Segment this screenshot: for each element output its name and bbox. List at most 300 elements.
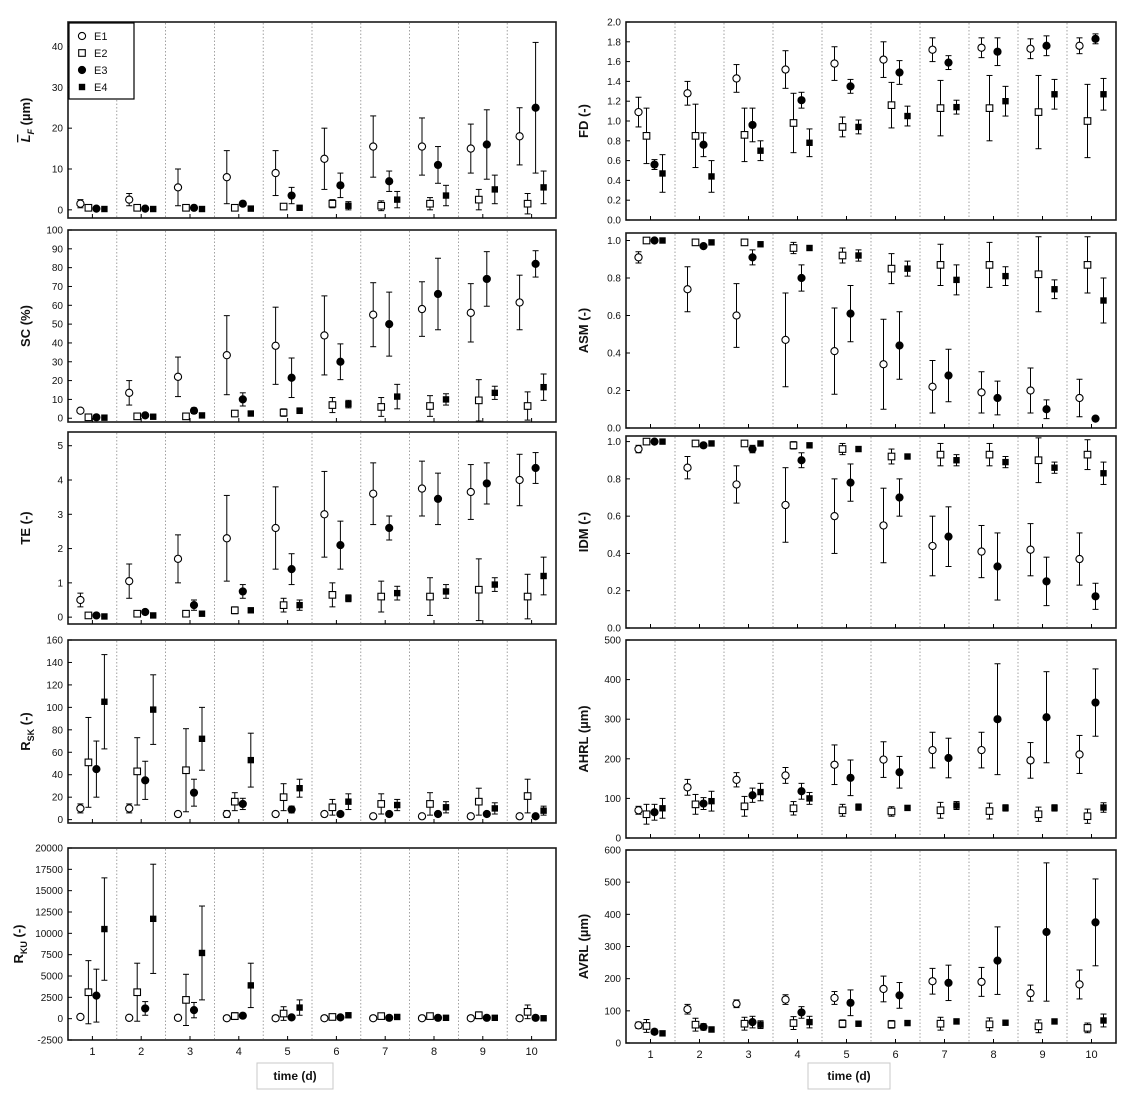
y-tick-label: 15000 xyxy=(35,886,63,898)
y-tick-label: 30 xyxy=(51,82,63,94)
marker-e3-7 xyxy=(386,524,393,531)
marker-e2-2 xyxy=(692,1021,699,1028)
marker-e1-9 xyxy=(467,488,474,495)
marker-e3-2 xyxy=(142,777,149,784)
marker-e1-9 xyxy=(467,145,474,152)
marker-e4-9 xyxy=(492,1015,498,1021)
marker-e4-8 xyxy=(1002,459,1008,465)
marker-e1-2 xyxy=(126,805,133,812)
y-axis-label-main: AVRL (µm) xyxy=(576,913,591,980)
marker-e4-9 xyxy=(1051,91,1057,97)
marker-e2-4 xyxy=(790,120,797,127)
marker-e1-3 xyxy=(733,1000,740,1007)
marker-e1-6 xyxy=(321,810,328,817)
marker-e1-7 xyxy=(370,813,377,820)
marker-e3-1 xyxy=(651,237,658,244)
marker-e3-3 xyxy=(190,602,197,609)
y-tick-label: 1.0 xyxy=(607,236,621,247)
marker-e4-7 xyxy=(953,1018,959,1024)
marker-e1-4 xyxy=(782,336,789,343)
marker-e2-5 xyxy=(280,203,287,210)
marker-e4-3 xyxy=(199,611,205,617)
marker-e4-1 xyxy=(659,805,665,811)
marker-e1-4 xyxy=(782,501,789,508)
marker-e4-9 xyxy=(1051,464,1057,470)
y-axis-label xyxy=(18,98,36,143)
marker-e3-4 xyxy=(798,457,805,464)
marker-e3-10 xyxy=(1092,699,1099,706)
marker-e1-1 xyxy=(635,254,642,261)
marker-e2-9 xyxy=(476,1012,483,1019)
marker-e1-7 xyxy=(929,978,936,985)
marker-e2-5 xyxy=(839,807,846,814)
y-tick-label: 0 xyxy=(57,815,63,827)
x-tick-label: 9 xyxy=(479,1046,486,1058)
marker-e1-6 xyxy=(880,56,887,63)
marker-e1-4 xyxy=(223,535,230,542)
y-tick-label: -2500 xyxy=(37,1035,63,1047)
marker-e1-3 xyxy=(174,810,181,817)
y-tick-label: 2 xyxy=(57,544,63,556)
y-tick-label: 0.8 xyxy=(607,136,621,148)
y-axis-label xyxy=(576,914,591,980)
y-tick-label: 100 xyxy=(46,225,63,237)
marker-e1-10 xyxy=(516,1015,523,1022)
marker-e4-2 xyxy=(150,706,156,712)
marker-e2-10 xyxy=(524,1009,531,1016)
marker-e2-1 xyxy=(643,811,650,818)
y-tick-label: 300 xyxy=(604,714,621,726)
marker-e3-3 xyxy=(749,445,756,452)
marker-e3-7 xyxy=(386,178,393,185)
y-tick-label: 20000 xyxy=(35,843,63,855)
panel-idm xyxy=(576,436,1116,635)
marker-e2-8 xyxy=(986,808,993,815)
marker-e4-6 xyxy=(345,1012,351,1018)
y-tick-label: 12500 xyxy=(35,907,63,919)
marker-e2-5 xyxy=(280,409,287,416)
marker-e4-5 xyxy=(296,205,302,211)
marker-e3-8 xyxy=(994,394,1001,401)
x-tick-label: 9 xyxy=(1039,1049,1046,1061)
marker-e1-1 xyxy=(635,445,642,452)
marker-e4-1 xyxy=(101,414,107,420)
marker-e2-7 xyxy=(378,593,385,600)
panel-sc xyxy=(18,226,556,425)
marker-e2-1 xyxy=(85,759,92,766)
marker-e1-5 xyxy=(272,169,279,176)
marker-e4-7 xyxy=(394,590,400,596)
marker-e4-6 xyxy=(345,595,351,601)
marker-e4-7 xyxy=(394,196,400,202)
marker-e4-9 xyxy=(492,581,498,587)
marker-e1-1 xyxy=(635,1022,642,1029)
marker-e2-3 xyxy=(741,440,748,447)
marker-e3-8 xyxy=(434,290,441,297)
marker-e2-6 xyxy=(888,265,895,272)
y-axis-label-unit: (µm) xyxy=(18,97,33,129)
panel-ahrl xyxy=(576,636,1116,845)
x-tick-label: 7 xyxy=(941,1049,948,1061)
marker-e3-8 xyxy=(434,810,441,817)
marker-e3-5 xyxy=(847,774,854,781)
x-tick-label: 5 xyxy=(843,1049,850,1061)
marker-e4-3 xyxy=(199,950,205,956)
marker-e2-1 xyxy=(643,237,650,244)
marker-e1-6 xyxy=(880,361,887,368)
marker-e2-3 xyxy=(741,803,748,810)
marker-e4-1 xyxy=(659,438,665,444)
y-axis-label xyxy=(576,705,591,772)
y-tick-label: 90 xyxy=(51,244,63,256)
marker-e3-8 xyxy=(434,161,441,168)
y-tick-label: 1.4 xyxy=(607,76,621,88)
marker-e3-9 xyxy=(483,275,490,282)
marker-e4-10 xyxy=(1100,91,1106,97)
x-tick-label: 2 xyxy=(696,1049,703,1061)
marker-e2-10 xyxy=(1084,813,1091,820)
marker-e3-7 xyxy=(945,59,952,66)
y-tick-label: 0.8 xyxy=(607,273,621,285)
marker-e4-3 xyxy=(757,1021,763,1027)
marker-e2-6 xyxy=(329,592,336,599)
marker-e2-10 xyxy=(524,200,531,207)
marker-e4-5 xyxy=(855,804,861,810)
marker-e1-10 xyxy=(1076,42,1083,49)
y-axis-label-unit: (-) xyxy=(18,712,33,729)
marker-e1-3 xyxy=(733,776,740,783)
marker-e2-8 xyxy=(427,200,434,207)
marker-e4-5 xyxy=(296,408,302,414)
marker-e1-7 xyxy=(929,383,936,390)
marker-e2-6 xyxy=(888,102,895,109)
y-tick-label: 0.2 xyxy=(607,386,621,397)
marker-e3-3 xyxy=(749,792,756,799)
marker-e2-9 xyxy=(1035,811,1042,818)
marker-e1-6 xyxy=(321,332,328,339)
marker-e1-2 xyxy=(684,286,691,293)
marker-e4-9 xyxy=(1051,805,1057,811)
marker-e3-4 xyxy=(239,396,246,403)
marker-e4-4 xyxy=(806,795,812,801)
marker-e4-9 xyxy=(1051,1018,1057,1024)
marker-e2-5 xyxy=(280,1010,287,1017)
marker-e4-2 xyxy=(150,612,156,618)
marker-e3-6 xyxy=(337,810,344,817)
marker-e4-3 xyxy=(199,736,205,742)
marker-e1-9 xyxy=(467,309,474,316)
marker-e2-1 xyxy=(85,989,92,996)
marker-e2-4 xyxy=(232,410,239,417)
y-tick-label: 17500 xyxy=(35,864,63,876)
marker-e2-7 xyxy=(937,451,944,458)
marker-e4-4 xyxy=(248,410,254,416)
marker-e4-6 xyxy=(345,798,351,804)
marker-e3-4 xyxy=(798,274,805,281)
y-tick-label: 0.0 xyxy=(607,215,621,227)
marker-e1-10 xyxy=(1076,751,1083,758)
x-tick-label: 6 xyxy=(892,1049,899,1061)
marker-e3-4 xyxy=(798,97,805,104)
marker-e3-8 xyxy=(434,495,441,502)
marker-e1-9 xyxy=(467,813,474,820)
marker-e1-7 xyxy=(370,311,377,318)
y-tick-label: 200 xyxy=(604,754,621,766)
marker-e1-4 xyxy=(223,174,230,181)
marker-e3-10 xyxy=(532,1014,539,1021)
marker-e2-2 xyxy=(692,440,699,447)
marker-e3-2 xyxy=(700,1023,707,1030)
y-tick-label: 7500 xyxy=(40,950,63,962)
marker-e1-2 xyxy=(126,578,133,585)
marker-e4-10 xyxy=(1100,1017,1106,1023)
y-tick-label: 40 xyxy=(51,42,63,53)
marker-e1-9 xyxy=(1027,990,1034,997)
marker-e1-6 xyxy=(321,1015,328,1022)
marker-e2-3 xyxy=(183,413,190,420)
marker-e4-6 xyxy=(904,805,910,811)
marker-e2-2 xyxy=(134,610,141,617)
marker-e3-5 xyxy=(847,83,854,90)
marker-e2-6 xyxy=(329,200,336,207)
marker-e3-4 xyxy=(239,1012,246,1019)
marker-e3-6 xyxy=(896,494,903,501)
marker-e4-7 xyxy=(394,1014,400,1020)
marker-e1-9 xyxy=(1027,387,1034,394)
y-tick-label: 0.0 xyxy=(607,423,621,435)
y-axis-label xyxy=(18,305,33,347)
y-tick-label: 80 xyxy=(51,725,63,737)
panel-lf xyxy=(18,22,556,218)
marker-e4-3 xyxy=(757,148,763,154)
marker-e2-7 xyxy=(378,801,385,808)
marker-e1-2 xyxy=(126,389,133,396)
x-tick-label: 4 xyxy=(794,1049,801,1061)
marker-e3-5 xyxy=(847,310,854,317)
marker-e3-6 xyxy=(337,358,344,365)
marker-e1-4 xyxy=(782,66,789,73)
marker-e1-4 xyxy=(223,352,230,359)
y-tick-label: 5 xyxy=(57,441,63,453)
y-tick-label: 60 xyxy=(51,300,63,312)
marker-e3-2 xyxy=(142,205,149,212)
marker-e3-9 xyxy=(483,1014,490,1021)
panel-rku xyxy=(11,844,556,1059)
y-tick-label: 0.6 xyxy=(607,156,621,168)
y-axis-label-main: R xyxy=(11,954,26,964)
legend-label-e2: E2 xyxy=(94,48,108,60)
y-tick-label: 0.0 xyxy=(607,623,621,635)
marker-e1-3 xyxy=(733,75,740,82)
y-tick-label: 1.2 xyxy=(607,96,621,108)
panel-rsk xyxy=(18,636,556,827)
marker-e3-9 xyxy=(1043,714,1050,721)
marker-e4-10 xyxy=(540,1015,546,1021)
x-tick-label: 3 xyxy=(186,1046,194,1058)
marker-e1-10 xyxy=(516,813,523,820)
marker-e1-8 xyxy=(418,1015,425,1022)
marker-e1-8 xyxy=(418,813,425,820)
marker-e1-10 xyxy=(516,476,523,483)
marker-e1-5 xyxy=(831,994,838,1001)
marker-e4-4 xyxy=(806,140,812,146)
marker-e4-8 xyxy=(443,1015,449,1021)
y-tick-label: 20 xyxy=(51,376,63,388)
marker-e1-8 xyxy=(978,44,985,51)
marker-e4-5 xyxy=(296,602,302,608)
marker-e2-3 xyxy=(183,610,190,617)
y-axis-label xyxy=(11,925,29,964)
marker-e2-2 xyxy=(134,204,141,211)
x-tick-label: 2 xyxy=(138,1046,145,1058)
marker-e1-2 xyxy=(684,464,691,471)
marker-e4-2 xyxy=(708,1026,714,1032)
marker-e1-5 xyxy=(831,60,838,67)
marker-e2-6 xyxy=(329,402,336,409)
y-tick-label: 100 xyxy=(604,793,621,805)
marker-e1-7 xyxy=(929,746,936,753)
y-tick-label: 500 xyxy=(604,635,621,647)
marker-e3-6 xyxy=(896,769,903,776)
marker-e3-10 xyxy=(1092,35,1099,42)
marker-e2-101 xyxy=(79,50,86,57)
marker-e3-1 xyxy=(651,809,658,816)
y-tick-label: 80 xyxy=(51,263,63,275)
marker-e3-5 xyxy=(847,479,854,486)
marker-e3-2 xyxy=(700,442,707,449)
marker-e2-7 xyxy=(937,262,944,269)
marker-e3-3 xyxy=(190,789,197,796)
y-tick-label: 30 xyxy=(51,357,63,369)
marker-e2-3 xyxy=(741,1020,748,1027)
y-tick-label: 100 xyxy=(604,1006,621,1018)
marker-e1-6 xyxy=(321,511,328,518)
x-tick-label: 10 xyxy=(1085,1049,1098,1061)
marker-e2-4 xyxy=(232,798,239,805)
marker-e2-6 xyxy=(329,1014,336,1021)
marker-e3-7 xyxy=(386,321,393,328)
marker-e4-8 xyxy=(1002,805,1008,811)
y-tick-label: 40 xyxy=(51,338,63,350)
y-tick-label: 70 xyxy=(51,281,63,293)
marker-e2-7 xyxy=(937,105,944,112)
marker-e2-7 xyxy=(937,1020,944,1027)
y-axis-label xyxy=(18,511,33,544)
marker-e1-3 xyxy=(733,312,740,319)
marker-e3-9 xyxy=(1043,406,1050,413)
marker-e2-9 xyxy=(476,196,483,203)
y-axis-label-unit: (-) xyxy=(11,924,26,942)
x-tick-label: 1 xyxy=(89,1046,96,1058)
y-axis-label xyxy=(576,512,591,552)
marker-e4-8 xyxy=(1002,273,1008,279)
x-tick-label: 5 xyxy=(284,1046,291,1058)
x-axis-title: time (d) xyxy=(273,1069,317,1083)
marker-e4-10 xyxy=(540,184,546,190)
marker-e3-2 xyxy=(700,141,707,148)
marker-e2-8 xyxy=(427,801,434,808)
y-tick-label: 1.0 xyxy=(607,437,621,449)
marker-e4-6 xyxy=(904,265,910,271)
marker-e2-9 xyxy=(1035,271,1042,278)
marker-e4-8 xyxy=(1002,98,1008,104)
marker-e2-1 xyxy=(643,133,650,140)
marker-e2-7 xyxy=(378,202,385,209)
marker-e2-6 xyxy=(888,1021,895,1028)
marker-e2-10 xyxy=(1084,451,1091,458)
marker-e3-3 xyxy=(190,1007,197,1014)
marker-e1-3 xyxy=(733,481,740,488)
marker-e2-4 xyxy=(790,442,797,449)
marker-e1-7 xyxy=(370,1015,377,1022)
marker-e2-10 xyxy=(1084,1025,1091,1032)
marker-e1-10 xyxy=(516,133,523,140)
marker-e1-2 xyxy=(684,1006,691,1013)
marker-e3-3 xyxy=(749,121,756,128)
marker-e4-7 xyxy=(394,393,400,399)
marker-e4-1 xyxy=(659,170,665,176)
marker-e3-9 xyxy=(1043,42,1050,49)
marker-e3-5 xyxy=(288,1014,295,1021)
y-tick-label: 0.6 xyxy=(607,511,621,523)
marker-e4-2 xyxy=(708,239,714,245)
y-tick-label: 10 xyxy=(51,394,63,406)
x-tick-label: 3 xyxy=(745,1049,752,1061)
y-tick-label: 120 xyxy=(46,680,63,692)
marker-e1-4 xyxy=(782,772,789,779)
marker-e4-10 xyxy=(1100,804,1106,810)
marker-e2-7 xyxy=(937,807,944,814)
y-tick-label: 1 xyxy=(57,578,63,590)
marker-e4-7 xyxy=(953,457,959,463)
marker-e4-8 xyxy=(443,804,449,810)
marker-e1-3 xyxy=(174,373,181,380)
marker-e3-10 xyxy=(532,260,539,267)
marker-e1-5 xyxy=(831,761,838,768)
marker-e4-3 xyxy=(757,789,763,795)
y-tick-label: 0.4 xyxy=(607,175,621,187)
marker-e2-4 xyxy=(232,607,239,614)
panel-avrl xyxy=(576,846,1116,1062)
marker-e3-7 xyxy=(945,533,952,540)
marker-e2-5 xyxy=(839,446,846,453)
marker-e3-1 xyxy=(651,1028,658,1035)
marker-e1-3 xyxy=(174,1014,181,1021)
x-tick-label: 1 xyxy=(647,1049,654,1061)
y-axis-label-sub: F xyxy=(26,128,36,135)
marker-e4-1 xyxy=(101,699,107,705)
marker-e3-6 xyxy=(896,69,903,76)
marker-e1-8 xyxy=(418,143,425,150)
marker-e2-5 xyxy=(839,1020,846,1027)
marker-e4-3 xyxy=(199,412,205,418)
marker-e3-5 xyxy=(847,999,854,1006)
marker-e2-10 xyxy=(524,403,531,410)
marker-e1-2 xyxy=(126,196,133,203)
marker-e2-2 xyxy=(692,133,699,140)
marker-e2-1 xyxy=(85,414,92,421)
legend xyxy=(69,23,134,99)
marker-e3-7 xyxy=(386,810,393,817)
marker-e1-1 xyxy=(77,596,84,603)
marker-e3-2 xyxy=(142,412,149,419)
marker-e2-2 xyxy=(692,239,699,246)
marker-e4-6 xyxy=(345,401,351,407)
marker-e2-8 xyxy=(986,105,993,112)
marker-e4-1 xyxy=(659,1030,665,1036)
marker-e3-5 xyxy=(288,374,295,381)
marker-e3-8 xyxy=(434,1014,441,1021)
